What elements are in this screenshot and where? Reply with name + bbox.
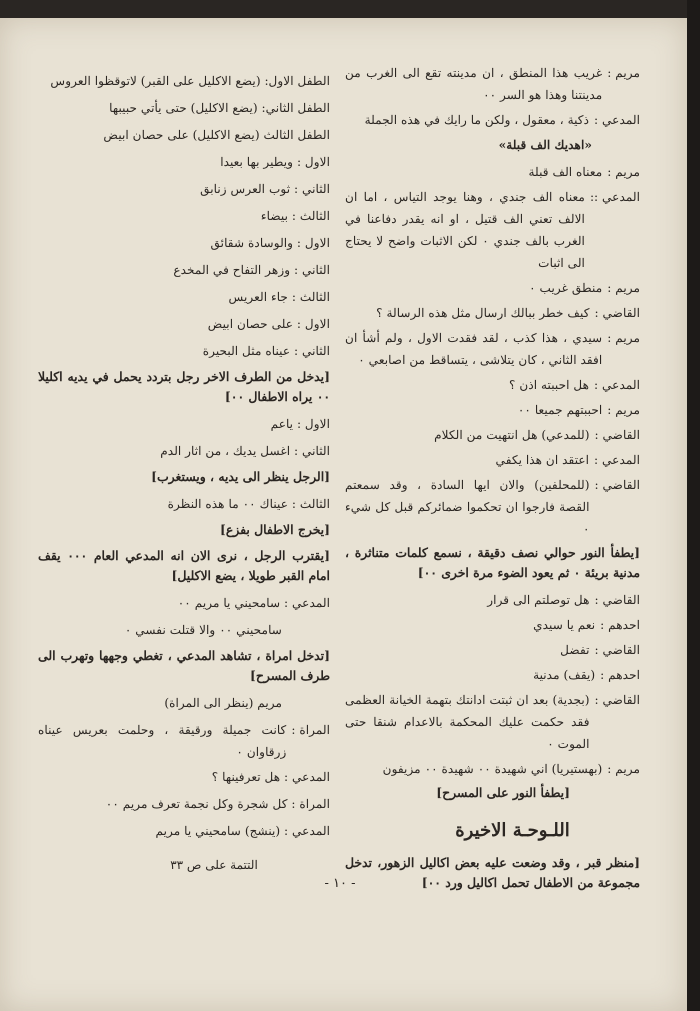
dialogue-entry (345, 277, 640, 299)
speech: هل توصلتم الى قرار (487, 593, 590, 607)
continued-note: التتمة على ص ٣٣ (170, 858, 258, 872)
stage-direction: [يقترب الرجل ، نرى الان انه المدعي العام ٠٠٠ يقف امام القبر طويلا ، يضع الاكليل] (38, 548, 330, 583)
speaker: مريم : (607, 165, 640, 179)
dialogue-entry (345, 589, 640, 611)
dialogue-line: الطفل الثاني: (يضع الاكليل) حتى يأتي حبيبها (109, 101, 330, 115)
dialogue-line: الثالث : عيناك ٠٠ ما هذه النظرة (167, 497, 330, 511)
dialogue-entry (345, 62, 640, 106)
dialogue-entry (345, 639, 640, 661)
dialogue-entry (345, 689, 640, 755)
speech: غريب هذا المنطق ، ان مدينته تقع الى الغرب من مدينتنا وهذا هو السر ٠٠ (345, 66, 603, 102)
speech: منطق غريب ٠ (529, 281, 603, 295)
speaker: القاضي : (594, 428, 640, 442)
dialogue-entry (345, 474, 640, 540)
speaker: مريم : (607, 281, 640, 295)
speech: سيدي ، هذا كذب ، لقد فقدت الاول ، ولم أشأ ان افقد الثاني ، كان يتلاشى ، يتساقط من اصابعي ٠ (345, 331, 603, 367)
left-column (38, 70, 330, 872)
speech: كانت جميلة ورقيقة ، وحلمت بعريس عيناه زرقاوان ٠ (38, 723, 287, 759)
speech: (يقف) مدنية (533, 668, 596, 682)
speech: هل احببته اذن ؟ (509, 378, 590, 392)
speaker: المدعي : (594, 453, 640, 467)
speech: (للمدعي) هل انتهيت من الكلام (434, 428, 590, 442)
dialogue-entry (38, 719, 330, 763)
stage-direction: [يطفأ النور حوالي نصف دقيقة ، نسمع كلمات متناثرة ، مدنية بريئة ٠ ثم يعود الضوء مرة اخرى ٠٠] (345, 545, 640, 580)
speaker: القاضي : (594, 693, 640, 707)
speech: (بهستيريا) اني شهيدة ٠٠ شهيدة ٠٠ مزيفون (382, 762, 603, 776)
speaker: القاضي : (594, 306, 640, 320)
dialogue-line: الثالث : بيضاء (260, 209, 330, 223)
dialogue-entry (345, 186, 640, 274)
page-edge-shadow (687, 0, 700, 1011)
dialogue-line: الاول : على حصان ابيض (207, 317, 330, 331)
stage-direction: [تدخل امراة ، تشاهد المدعي ، تغطي وجهها وتهرب الى طرف المسرح] (38, 648, 330, 683)
speaker: القاضي : (594, 593, 640, 607)
dialogue-line: المدعي : هل تعرفينها ؟ (211, 770, 330, 784)
dialogue-line: الثاني : ثوب العرس زنابق (200, 182, 330, 196)
speech: معناه الف جندي ، وهنا يوجد التياس ، اما ان الالف تعني الف قتيل ، او انه يقدر دفاعنا في الغرب بالف جندي ٠ لكن الاثبات واضح لا يحتاج الى اثبات (345, 190, 585, 270)
dialogue-line: الاول : والوسادة شقائق (210, 236, 330, 250)
dialogue-entry (345, 449, 640, 471)
speaker: القاضي : (594, 643, 640, 657)
dialogue-entry (345, 664, 640, 686)
dialogue-line: الثالث : جاء العريس (228, 290, 330, 304)
dialogue-line: المراة : كل شجرة وكل نجمة تعرف مريم ٠٠ (105, 797, 330, 811)
speech: كيف خطر ببالك ارسال مثل هذه الرسالة ؟ (376, 306, 590, 320)
page-number: - ١٠ - (324, 876, 356, 891)
dialogue-entry (345, 327, 640, 371)
dialogue-line: الثاني : عيناه مثل البحيرة (202, 344, 330, 358)
speaker: احدهم : (600, 618, 640, 632)
dialogue-entry (345, 758, 640, 780)
speech: نعم يا سيدي (533, 618, 596, 632)
speaker: المراة : (291, 723, 330, 737)
stage-direction: [يخرج الاطفال بفزع] (220, 522, 330, 537)
stage-direction: [الرجل ينظر الى يديه ، ويستغرب] (151, 469, 330, 484)
stage-direction: [منظر قبر ، وقد وضعت عليه بعض اكاليل الزهور، تدخل مجموعة من الاطفال تحمل اكاليل ورد ٠٠] (345, 855, 640, 890)
section-heading: اللـوحـة الاخيرة (455, 820, 570, 841)
dialogue-line: الطفل الثالث (يضع الاكليل) على حصان ابيض (103, 128, 330, 142)
speaker: مريم : (607, 403, 640, 417)
speaker: مريم : (607, 762, 640, 776)
speaker: المدعي : (594, 378, 640, 392)
dialogue-entry (345, 399, 640, 421)
quoted-phrase: «اهديك الف قبلة» (498, 138, 592, 152)
dialogue-line: الاول : ياعم (270, 417, 330, 431)
dialogue-line: الثاني : وزهر التفاح في المخدع (173, 263, 330, 277)
speech: (للمحلفين) والان ايها السادة ، وقد سمعتم القصة فارجوا ان تحكموا ضمائركم قبل كل شيء ٠ (345, 478, 590, 536)
speaker: مريم : (607, 331, 640, 345)
speaker: المدعي :: (589, 190, 640, 204)
dialogue-entry (345, 161, 640, 183)
stage-direction: [يطفأ النور على المسرح] (436, 785, 570, 800)
speech: تفضل (560, 643, 590, 657)
speech: ذكية ، معقول ، ولكن ما رايك في هذه الجملة (364, 113, 590, 127)
dialogue-line: الاول : ويطير بها بعيدا (220, 155, 330, 169)
speaker: القاضي : (594, 478, 640, 492)
speech: اعتقد ان هذا يكفي (495, 453, 590, 467)
stage-direction: [يدخل من الطرف الاخر رجل بتردد يحمل في يديه اكليلا ٠٠ يراه الاطفال ٠٠] (38, 369, 330, 404)
speech: معناه الف قبلة (528, 165, 603, 179)
dialogue-line: الثاني : اغسل يديك ، من اثار الدم (160, 444, 330, 458)
speech: (بجدية) بعد ان ثبتت ادانتك بتهمة الخيانة العظمى فقد حكمت عليك المحكمة بالاعدام شنقا حتى الموت ٠ (345, 693, 590, 751)
speaker: المدعي : (594, 113, 640, 127)
dialogue-entry (345, 302, 640, 324)
dialogue-line: مريم (ينظر الى المراة) (164, 696, 282, 710)
dialogue-line: المدعي : سامحيني يا مريم ٠٠ (177, 596, 330, 610)
dialogue-entry (345, 374, 640, 396)
dialogue-line: سامحيني ٠٠ والا قتلت نفسي ٠ (124, 623, 282, 637)
dialogue-entry (345, 109, 640, 131)
speaker: مريم : (607, 66, 640, 80)
right-column (345, 62, 640, 899)
dialogue-line: المدعي : (ينشج) سامحيني يا مريم (155, 824, 330, 838)
dialogue-line: الطفل الاول: (يضع الاكليل على القبر) لاتوقظوا العروس (50, 74, 330, 88)
speech: احببتهم جميعا ٠٠ (517, 403, 603, 417)
dialogue-entry (345, 424, 640, 446)
dialogue-entry (345, 614, 640, 636)
speaker: احدهم : (600, 668, 640, 682)
